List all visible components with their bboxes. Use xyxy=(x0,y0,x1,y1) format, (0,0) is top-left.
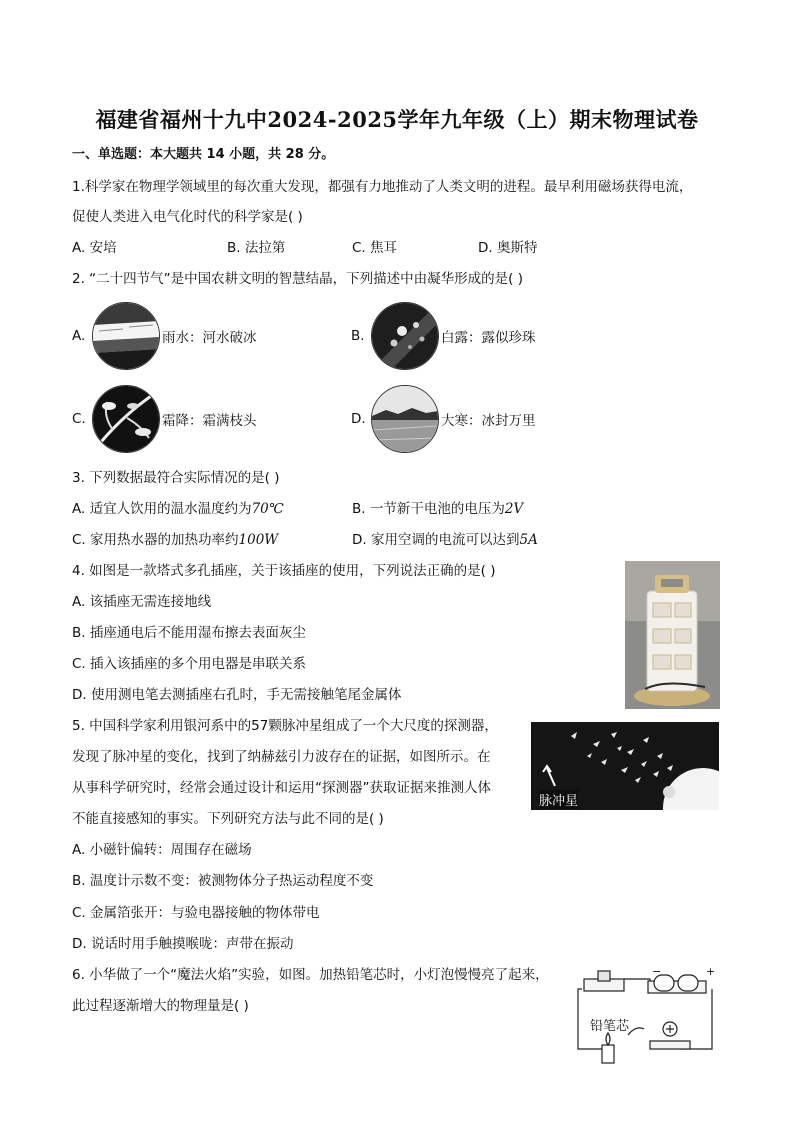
q3-option-b-text: B. 一节新干电池的电压为 xyxy=(352,501,505,517)
frost-branch-image xyxy=(92,385,160,453)
q5-option-a[interactable]: A. 小磁针偏转：周围存在磁场 xyxy=(72,842,252,858)
q5-stem-line4: 不能直接感知的事实。下列研究方法与此不同的是( ) xyxy=(72,811,384,827)
q2-option-c-text: 霜降：霜满枝头 xyxy=(162,413,257,429)
q2-option-d[interactable] xyxy=(351,385,536,453)
q1-stem-line1: 1.科学家在物理学领域里的每次重大发现，都强有力地推动了人类文明的进程。最早利用磁场获得电流， xyxy=(72,179,693,195)
pencil-lead-circuit-diagram xyxy=(570,965,722,1065)
q2-stem: 2. “二十四节气”是中国农耕文明的智慧结晶，下列描述中由凝华形成的是( ) xyxy=(72,271,523,287)
q1-stem-line2: 促使人类进入电气化时代的科学家是( ) xyxy=(72,209,303,225)
river-ice-image xyxy=(92,302,160,370)
q6-stem-line2: 此过程逐渐增大的物理量是( ) xyxy=(72,998,249,1014)
q4-option-d[interactable]: D. 使用测电笔去测插座右孔时，手无需接触笔尾金属体 xyxy=(72,687,402,703)
q2-option-d-text: 大寒：冰封万里 xyxy=(441,413,536,429)
q2-option-a-text: 雨水：河水破冰 xyxy=(162,330,257,346)
q3-option-a[interactable] xyxy=(72,500,284,518)
pencil-lead-label: 铅笔芯 xyxy=(590,1019,630,1034)
q3-stem: 3. 下列数据最符合实际情况的是( ) xyxy=(72,470,280,486)
q5-option-b[interactable]: B. 温度计示数不变：被测物体分子热运动程度不变 xyxy=(72,873,374,889)
q4-stem: 4. 如图是一款塔式多孔插座，关于该插座的使用，下列说法正确的是( ) xyxy=(72,563,496,579)
page-title: 福建省福州十九中2024-2025学年九年级（上）期末物理试卷 xyxy=(95,107,699,132)
section-heading: 一、单选题：本大题共 14 小题，共 28 分。 xyxy=(72,147,335,162)
q1-option-d[interactable]: D. 奥斯特 xyxy=(478,240,538,256)
q5-stem-line3: 从事科学研究时，经常会通过设计和运用“探测器”获取证据来推测人体 xyxy=(72,780,491,796)
q1-option-c[interactable]: C. 焦耳 xyxy=(352,240,398,256)
q4-option-a[interactable]: A. 该插座无需连接地线 xyxy=(72,594,212,610)
q1-option-a[interactable]: A. 安培 xyxy=(72,240,117,256)
dew-drops-image xyxy=(371,302,439,370)
frozen-lake-image xyxy=(371,385,439,453)
q2-option-b-text: 白露：露似珍珠 xyxy=(441,330,536,346)
q3-option-d[interactable] xyxy=(352,531,538,549)
q3-option-b[interactable] xyxy=(352,500,523,518)
q3-option-c-text: C. 家用热水器的加热功率约 xyxy=(72,532,239,548)
q5-option-c[interactable]: C. 金属箔张开：与验电器接触的物体带电 xyxy=(72,905,320,921)
q3-option-a-text: A. 适宜人饮用的温水温度约为 xyxy=(72,501,252,517)
q3-option-a-value: 70℃ xyxy=(251,501,284,517)
q2-option-d-label: D. xyxy=(351,411,366,427)
q4-option-b[interactable]: B. 插座通电后不能用湿布擦去表面灰尘 xyxy=(72,625,306,641)
q2-option-c[interactable] xyxy=(72,385,257,453)
q2-option-a-label: A. xyxy=(72,328,86,344)
q3-option-b-value: 2V xyxy=(504,501,524,517)
q3-option-c[interactable] xyxy=(72,531,278,549)
q2-option-b[interactable] xyxy=(351,302,536,370)
battery-plus-sign: + xyxy=(706,965,716,978)
q2-option-a[interactable] xyxy=(72,302,257,370)
q5-stem-line2: 发现了脉冲星的变化，找到了纳赫兹引力波存在的证据，如图所示。在 xyxy=(72,749,491,765)
q3-option-d-value: 5A xyxy=(519,532,538,548)
q5-stem-line1: 5. 中国科学家利用银河系中的57颗脉冲星组成了一个大尺度的探测器， xyxy=(72,718,498,734)
pulsar-image xyxy=(531,722,719,810)
tower-socket-image xyxy=(625,561,720,709)
battery-minus-sign: − xyxy=(652,965,662,978)
q3-option-d-text: D. 家用空调的电流可以达到 xyxy=(352,532,520,548)
q2-option-b-label: B. xyxy=(351,328,365,344)
q2-option-c-label: C. xyxy=(72,411,86,427)
q3-option-c-value: 100W xyxy=(238,532,279,548)
q6-stem-line1: 6. 小华做了一个“魔法火焰”实验，如图。加热铅笔芯时，小灯泡慢慢亮了起来， xyxy=(72,967,549,983)
q5-option-d[interactable]: D. 说话时用手触摸喉咙：声带在振动 xyxy=(72,936,294,952)
q4-option-c[interactable]: C. 插入该插座的多个用电器是串联关系 xyxy=(72,656,307,672)
pulsar-label: 脉冲星 xyxy=(539,790,578,809)
q1-option-b[interactable]: B. 法拉第 xyxy=(227,240,286,256)
